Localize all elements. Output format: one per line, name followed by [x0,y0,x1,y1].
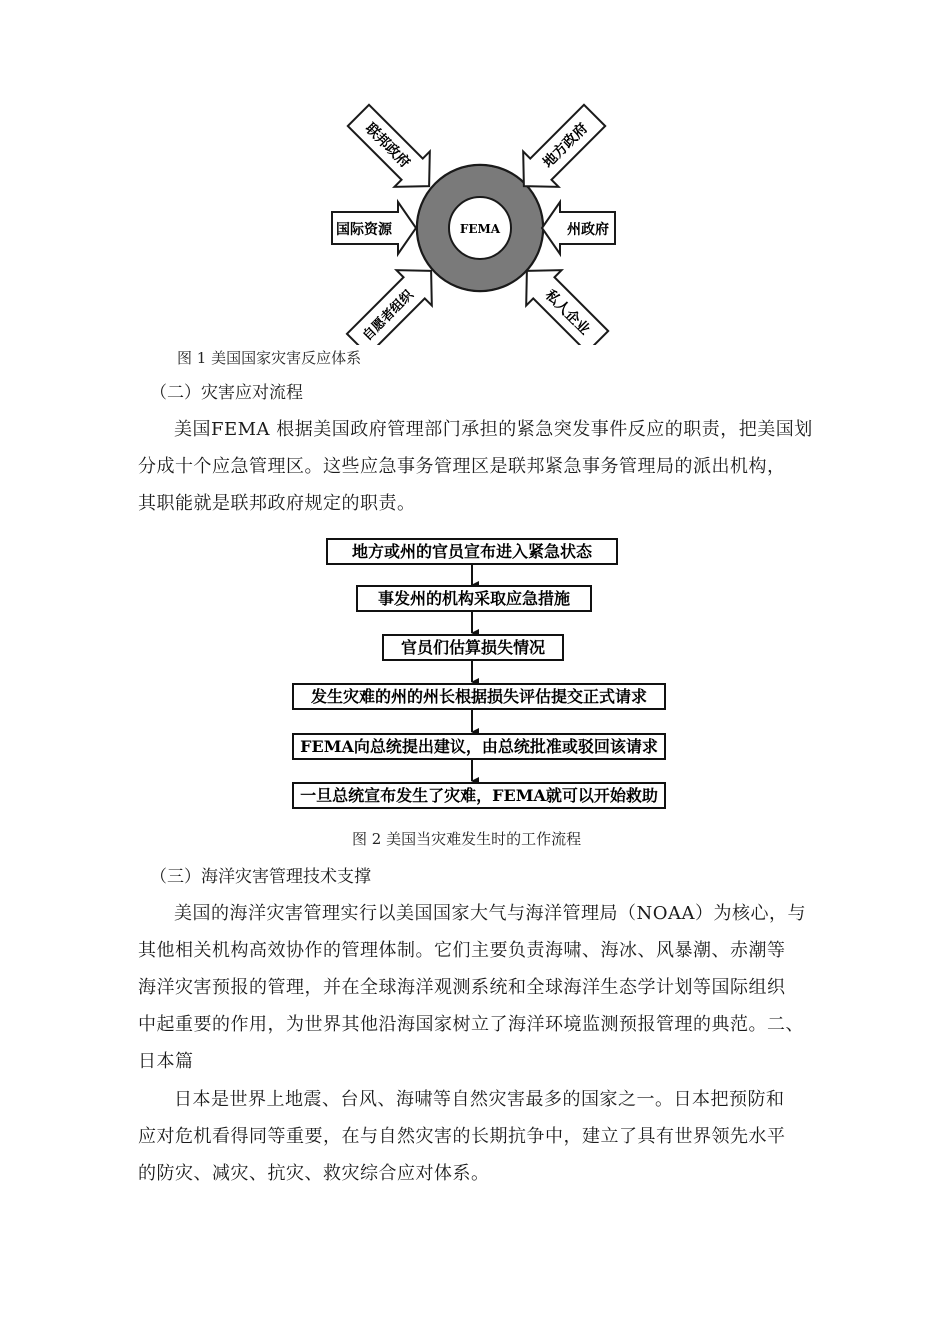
flow-step-1-text: 地方或州的官员宣布进入紧急状态 [351,542,593,561]
flow-step-6 [293,783,665,808]
flow-step-6-text: 一旦总统宣布发生了灾难，FEMA就可以开始救助 [300,786,658,805]
section3-line-1: 美国的海洋灾害管理实行以美国国家大气与海洋管理局（NOAA）为核心，与 [174,903,807,924]
section3-line-5: 日本篇 [138,1051,194,1072]
arrow-local-label: 地方政府 [540,120,592,172]
fema-workflow-diagram [280,535,680,815]
flow-step-2-text: 事发州的机构采取应急措施 [377,589,571,608]
figure2-caption: 图 2 美国当灾难发生时的工作流程 [352,830,582,848]
flow-step-4-text: 发生灾难的州的州长根据损失评估提交正式请求 [310,687,648,706]
section4-line-1: 日本是世界上地震、台风、海啸等自然灾害最多的国家之一。日本把预防和 [174,1089,785,1110]
section3-line-3: 海洋灾害预报的管理，并在全球海洋观测系统和全球海洋生态学计划等国际组织 [138,977,786,998]
section3-line-4: 中起重要的作用，为世界其他沿海国家树立了海洋环境监测预报管理的典范。二、 [138,1014,804,1035]
fema-center-label: FEMA [459,222,501,236]
section4-line-2: 应对危机看得同等重要，在与自然灾害的长期抗争中，建立了具有世界领先水平 [138,1126,786,1147]
fema-response-diagram [320,100,620,345]
section2-line-2: 分成十个应急管理区。这些应急事务管理区是联邦紧急事务管理局的派出机构， [138,456,786,477]
arrow-private-label: 私人企业 [541,287,593,339]
section2-paragraph [138,411,828,522]
section4-line-3: 的防灾、减灾、抗灾、救灾综合应对体系。 [138,1163,490,1184]
flow-step-5-text: FEMA向总统提出建议，由总统批准或驳回该请求 [300,737,658,756]
section2-line-1: 美国FEMA 根据美国政府管理部门承担的紧急突发事件反应的职责，把美国划 [174,419,813,440]
arrow-international-label: 国际资源 [336,222,392,238]
flow-step-5 [293,734,665,759]
section3-paragraph [138,895,838,1080]
arrow-state [542,202,615,254]
section3-line-2: 其他相关机构高效协作的管理体制。它们主要负责海啸、海冰、风暴潮、赤潮等 [138,940,786,961]
flow-step-3 [383,635,563,660]
flow-step-3-text: 官员们估算损失情况 [400,638,546,657]
section4-paragraph [138,1081,838,1192]
arrow-volunteer-label: 自愿者组织 [360,287,417,345]
figure1-caption: 图 1 美国国家灾害反应体系 [177,349,362,367]
flow-step-4 [293,684,665,709]
section2-heading: （二）灾害应对流程 [150,383,303,403]
arrow-federal-label: 联邦政府 [361,120,413,172]
section2-line-3: 其职能就是联邦政府规定的职责。 [138,493,416,514]
flow-step-1 [327,539,617,564]
flow-step-2 [357,586,591,611]
arrow-international [332,202,416,254]
section3-heading: （三）海洋灾害管理技术支撑 [150,867,371,887]
arrow-state-label: 州政府 [567,222,609,238]
